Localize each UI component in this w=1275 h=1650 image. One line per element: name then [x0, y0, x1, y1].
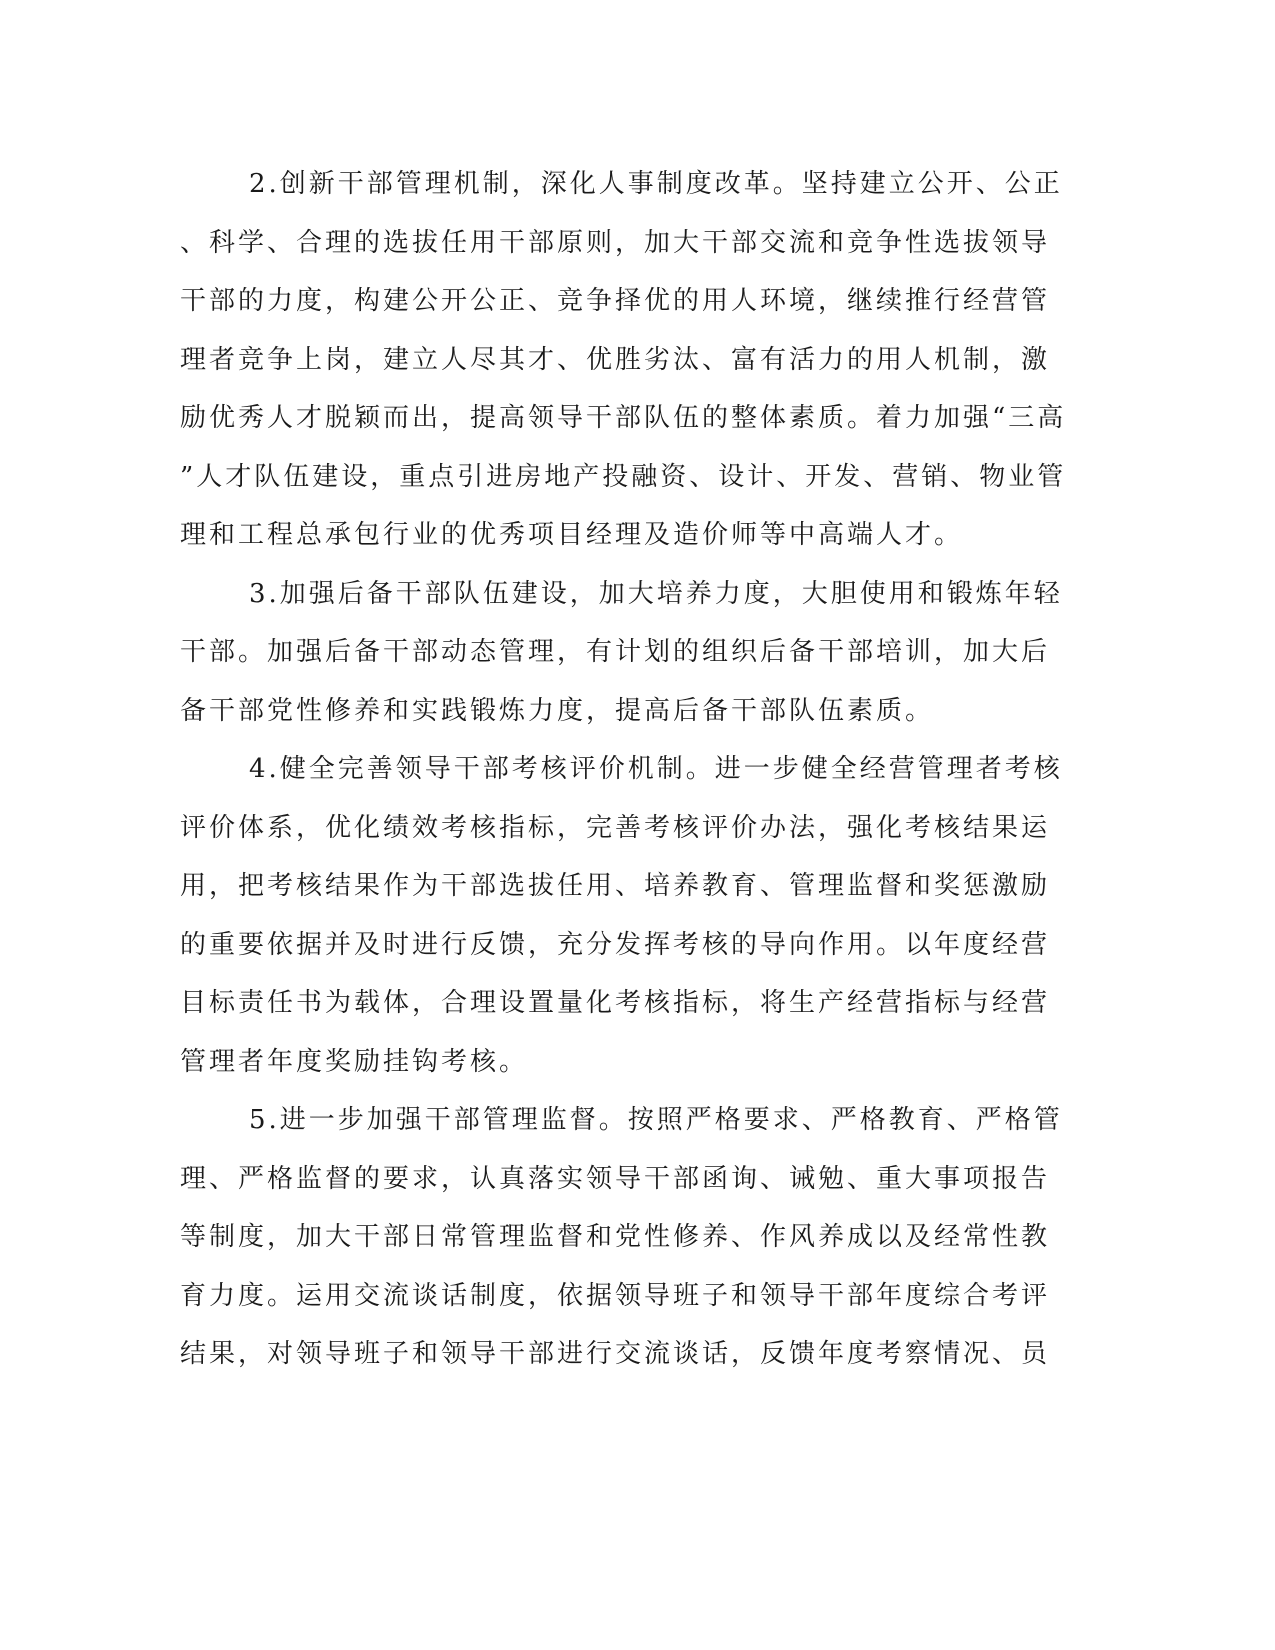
text-line: 4.健全完善领导干部考核评价机制。进一步健全经营管理者考核	[249, 754, 1063, 784]
text-line: 理、严格监督的要求，认真落实领导干部函询、诫勉、重大事项报告	[180, 1163, 1051, 1194]
body-text	[180, 155, 1067, 1384]
text-line: ”人才队伍建设，重点引进房地产投融资、设计、开发、营销、物业管	[180, 461, 1067, 492]
text-line: 目标责任书为载体，合理设置量化考核指标，将生产经营指标与经营	[180, 988, 1051, 1018]
text-line: 励优秀人才脱颖而出，提高领导干部队伍的整体素质。着力加强“三高	[180, 403, 1067, 433]
text-line: 备干部党性修养和实践锻炼力度，提高后备干部队伍素质。	[180, 695, 935, 726]
text-line: 评价体系，优化绩效考核指标，完善考核评价办法，强化考核结果运	[180, 812, 1051, 843]
text-line: 5.进一步加强干部管理监督。按照严格要求、严格教育、严格管	[249, 1105, 1063, 1135]
text-line: 结果，对领导班子和领导干部进行交流谈话，反馈年度考察情况、员	[180, 1339, 1051, 1369]
text-line: 、科学、合理的选拔任用干部原则，加大干部交流和竞争性选拔领导	[180, 227, 1051, 258]
text-line: 的重要依据并及时进行反馈，充分发挥考核的导向作用。以年度经营	[180, 929, 1051, 960]
text-line: 2.创新干部管理机制，深化人事制度改革。坚持建立公开、公正	[249, 169, 1063, 199]
text-line: 3.加强后备干部队伍建设，加大培养力度，大胆使用和锻炼年轻	[249, 578, 1063, 609]
text-line: 干部。加强后备干部动态管理，有计划的组织后备干部培训，加大后	[180, 637, 1051, 667]
text-line: 干部的力度，构建公开公正、竞争择优的用人环境，继续推行经营管	[180, 286, 1051, 316]
text-line: 理者竞争上岗，建立人尽其才、优胜劣汰、富有活力的用人机制，激	[180, 344, 1051, 375]
text-line: 用，把考核结果作为干部选拔任用、培养教育、管理监督和奖惩激励	[180, 871, 1051, 901]
text-line: 等制度，加大干部日常管理监督和党性修养、作风养成以及经常性教	[180, 1222, 1051, 1252]
text-line: 管理者年度奖励挂钩考核。	[180, 1046, 529, 1077]
text-line: 育力度。运用交流谈话制度，依据领导班子和领导干部年度综合考评	[180, 1280, 1051, 1311]
text-line: 理和工程总承包行业的优秀项目经理及造价师等中高端人才。	[180, 520, 964, 550]
